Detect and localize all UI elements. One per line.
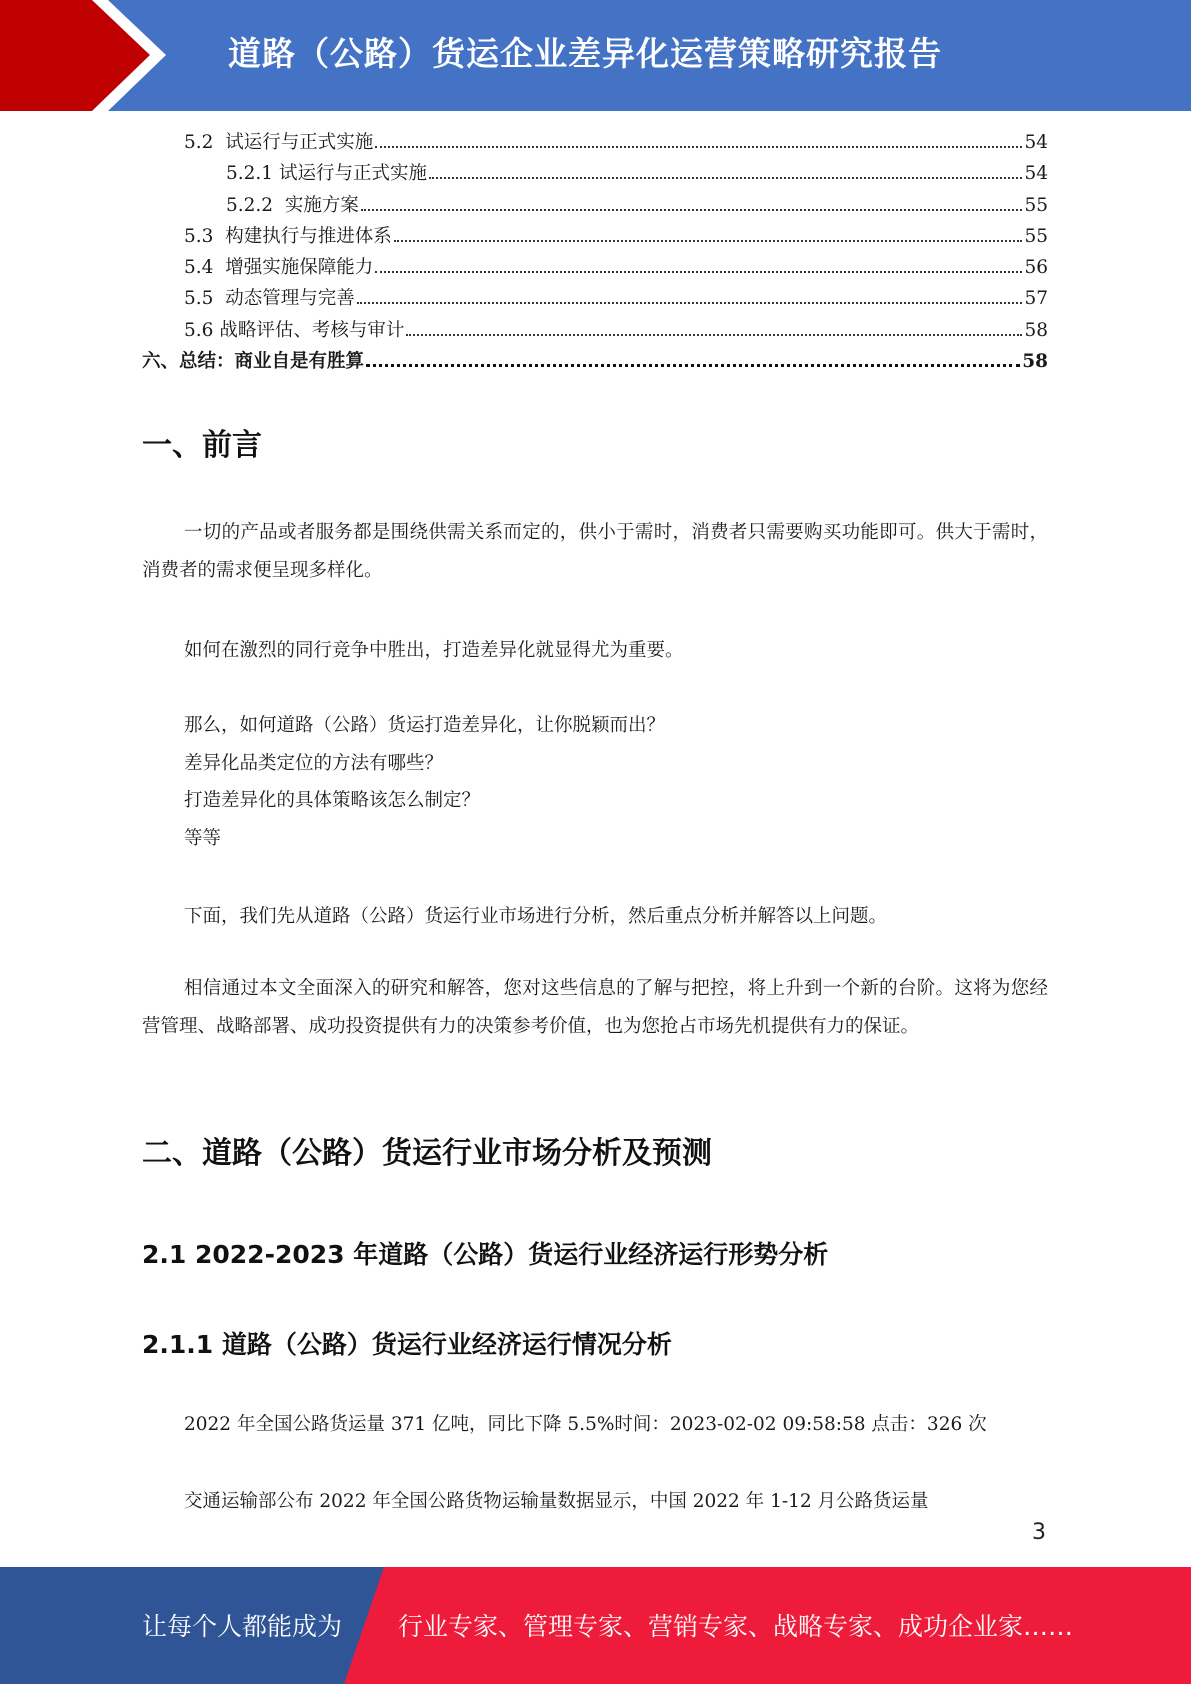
toc-entry[interactable] (142, 347, 1048, 378)
question-line: 等等 (184, 828, 222, 849)
toc-entry-title: 试运行与正式实施 (225, 132, 374, 153)
section-heading-market-analysis: 二、道路（公路）货运行业市场分析及预测 (142, 1136, 712, 1171)
toc-entry-title: 战略评估、考核与审计 (219, 319, 405, 341)
footer-slogan-left: 让每个人都能成为 (142, 1612, 343, 1641)
report-title: 道路（公路）货运企业差异化运营策略研究报告 (228, 34, 942, 73)
toc-leader-dots (366, 363, 1020, 367)
paragraph: 如何在激烈的同行竞争中胜出，打造差异化就显得尤为重要。 (184, 640, 684, 661)
page-header (0, 0, 1191, 111)
toc-entry-number: 5.6 (184, 319, 214, 341)
toc-entry-title: 实施方案 (284, 194, 359, 216)
paragraph: 下面，我们先从道路（公路）货运行业市场进行分析，然后重点分析并解答以上问题。 (184, 906, 888, 927)
subsection-heading: 2.1 2022-2023 年道路（公路）货运行业经济运行形势分析 (142, 1240, 829, 1269)
table-of-contents (142, 128, 1048, 378)
paragraph: 相信通过本文全面深入的研究和解答，您对这些信息的了解与把控，将上升到一个新的台阶。这将为您经营管理、战略部署、成功投资提供有力的决策参考价值，也为您抢占市场先机提供有力的保证。 (142, 978, 1048, 1037)
paragraph: 一切的产品或者服务都是围绕供需关系而定的，供小于需时，消费者只需要购买功能即可。供大于需时，消费者的需求便呈现多样化。 (142, 522, 1048, 581)
toc-entry-number: 六、 (142, 351, 180, 373)
toc-leader-dots (429, 176, 1022, 179)
toc-page-number: 55 (1024, 194, 1048, 216)
toc-leader-dots (406, 333, 1022, 336)
toc-entry-number: 5.2 (184, 132, 214, 153)
toc-page-number: 55 (1024, 225, 1048, 247)
paragraph: 交通运输部公布 2022 年全国公路货物运输量数据显示，中国 2022 年 1-12 月公路货运量 (184, 1491, 929, 1512)
toc-leader-dots (375, 270, 1022, 273)
toc-leader-dots (361, 208, 1023, 211)
toc-page-number: 58 (1022, 351, 1048, 373)
toc-entry-number: 5.4 (184, 257, 214, 279)
toc-entry[interactable] (142, 128, 1048, 159)
toc-entry-title: 构建执行与推进体系 (225, 225, 392, 247)
toc-leader-dots (375, 145, 1022, 148)
question-line: 打造差异化的具体策略该怎么制定？ (184, 790, 481, 811)
question-line: 差异化品类定位的方法有哪些？ (184, 753, 444, 774)
toc-entry[interactable] (142, 159, 1048, 190)
page-footer (0, 1567, 1191, 1684)
page-number: 3 (1032, 1520, 1046, 1545)
footer-slogan-right: 行业专家、管理专家、营销专家、战略专家、成功企业家…… (398, 1612, 1074, 1641)
toc-entry[interactable] (142, 284, 1048, 315)
toc-entry[interactable] (142, 191, 1048, 222)
paragraph: 2022 年全国公路货运量 371 亿吨，同比下降 5.5%时间：2023-02-02 09:58:58 点击：326 次 (184, 1414, 987, 1435)
toc-page-number: 58 (1024, 319, 1048, 341)
toc-page-number: 54 (1024, 132, 1048, 153)
toc-entry-number: 5.5 (184, 288, 214, 310)
toc-page-number: 54 (1024, 163, 1048, 185)
toc-entry-title: 动态管理与完善 (225, 288, 355, 310)
toc-entry-title: 试运行与正式实施 (278, 163, 427, 185)
toc-leader-dots (357, 301, 1023, 304)
question-line: 那么，如何道路（公路）货运打造差异化，让你脱颖而出？ (184, 715, 666, 736)
header-red-arrow (0, 0, 150, 111)
toc-entry[interactable] (142, 316, 1048, 347)
toc-entry[interactable] (142, 253, 1048, 284)
toc-leader-dots (394, 239, 1023, 242)
toc-entry-number: 5.2.1 (226, 163, 274, 185)
toc-entry[interactable] (142, 222, 1048, 253)
toc-entry-title: 总结：商业自是有胜算 (179, 351, 365, 373)
toc-entry-number: 5.3 (184, 225, 214, 247)
section-heading-preface: 一、前言 (142, 428, 262, 463)
toc-entry-number: 5.2.2 (226, 194, 274, 216)
subsection-heading: 2.1.1 道路（公路）货运行业经济运行情况分析 (142, 1330, 672, 1359)
toc-page-number: 56 (1024, 257, 1048, 279)
toc-entry-title: 增强实施保障能力 (225, 257, 374, 279)
toc-page-number: 57 (1024, 288, 1048, 310)
